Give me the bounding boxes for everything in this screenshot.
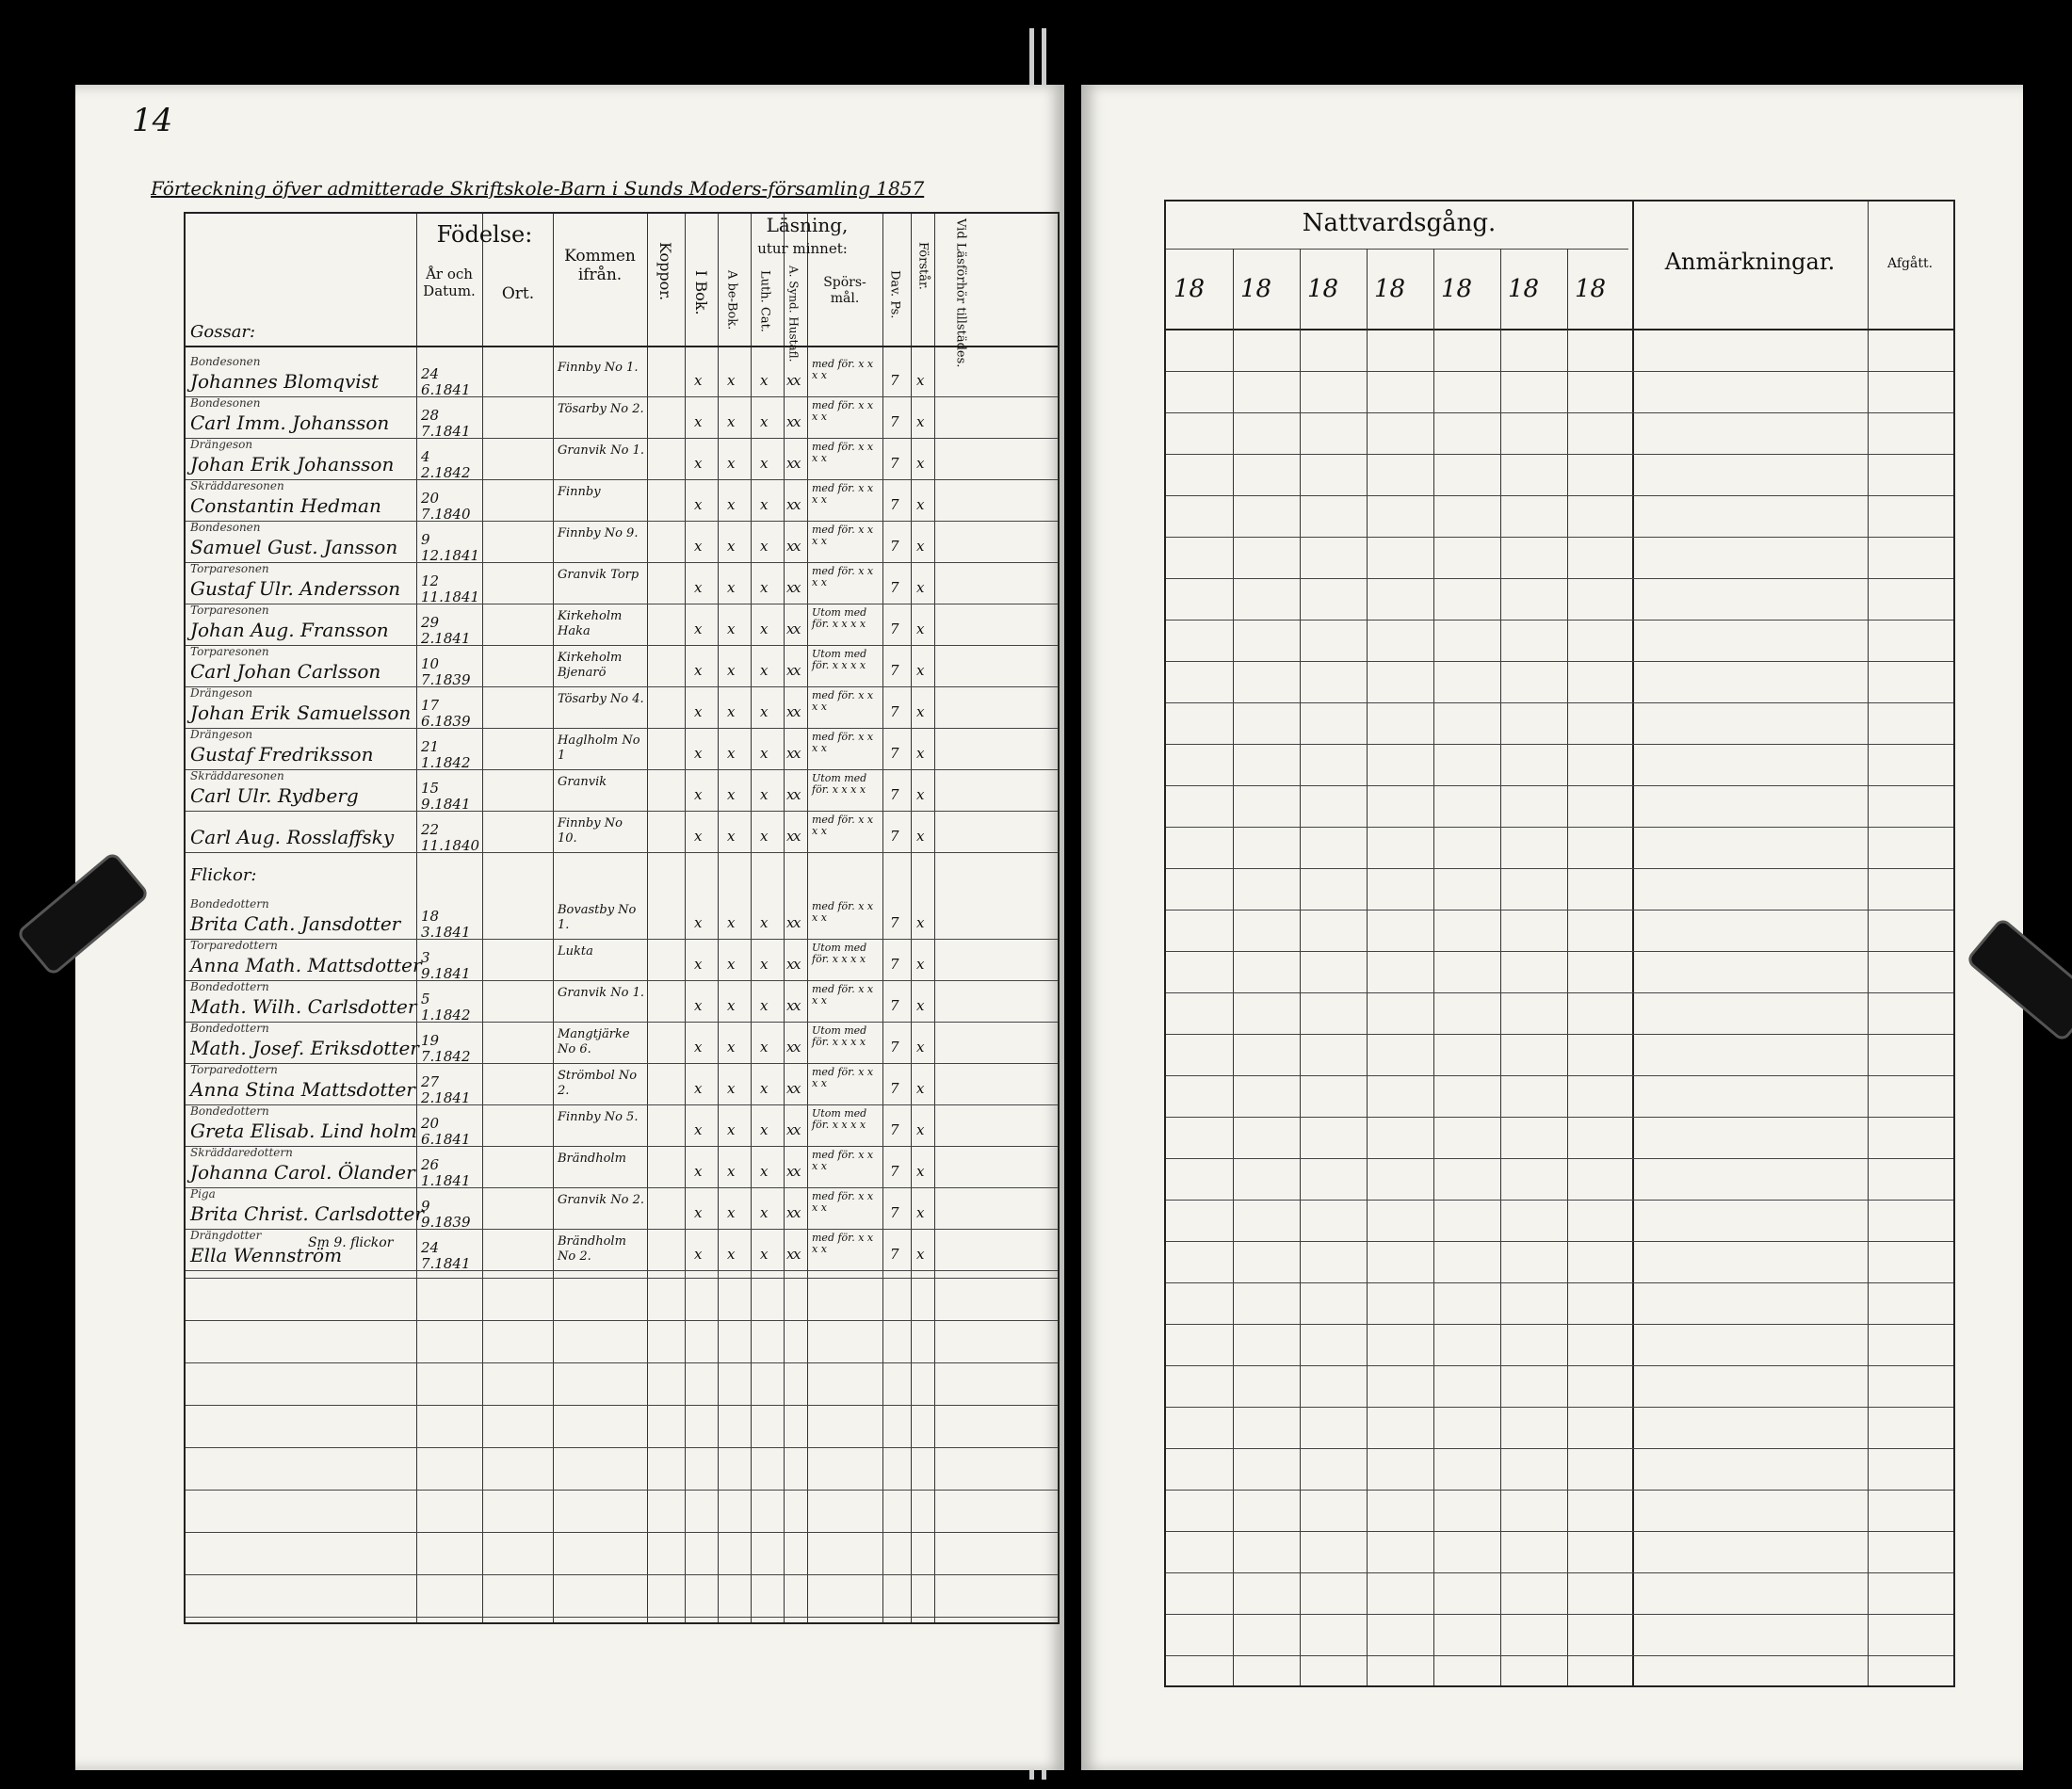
row-name: Constantin Hedman (190, 494, 381, 517)
row-from: Tösarby No 4. (558, 692, 644, 706)
row-date: 20 6.1841 (421, 1115, 471, 1148)
row-mark: 7 (890, 828, 899, 845)
anmarkningar-header: Anmärkningar. (1664, 249, 1836, 275)
row-mark: x (694, 1163, 703, 1180)
row-mark: x (727, 496, 736, 513)
row-from: Finnby No 9. (558, 526, 639, 540)
row-from: Granvik Torp (558, 568, 639, 582)
header-fodelse: Födelse: (436, 221, 533, 248)
row-mark: x (786, 1121, 795, 1138)
row-mark: x (760, 956, 769, 973)
row-mark: x (727, 1204, 736, 1221)
row-mark: 7 (890, 496, 899, 513)
header-kommen-ifran: Kommen ifrån. (564, 247, 636, 285)
row-date: 29 2.1841 (421, 614, 471, 647)
row-mark: x (760, 997, 769, 1014)
header-ort: Ort. (501, 284, 535, 303)
row-mark: 7 (890, 1121, 899, 1138)
row-mark: x (786, 786, 795, 803)
row-mark: x (694, 621, 703, 637)
row-mark: med för. x x x x (812, 1149, 874, 1173)
row-mark: x (916, 997, 925, 1014)
row-occupation: Drängeson (190, 438, 253, 451)
row-date: 24 6.1841 (421, 365, 471, 398)
year-header: 18 (1307, 275, 1339, 303)
row-occupation: Torparesonen (190, 645, 269, 658)
row-mark: x (760, 786, 769, 803)
row-mark: x (916, 1246, 925, 1263)
row-mark: 7 (890, 1204, 899, 1221)
row-mark: x (727, 1246, 736, 1263)
row-from: Finnby No 10. (558, 816, 623, 846)
row-occupation: Drängeson (190, 728, 253, 741)
row-name: Brita Christ. Carlsdotter (190, 1202, 424, 1225)
row-mark: x (916, 372, 925, 389)
row-occupation: Torparedottern (190, 939, 278, 952)
row-mark: x (727, 413, 736, 430)
row-mark: x (694, 1121, 703, 1138)
row-mark: x (694, 828, 703, 845)
row-mark: med för. x x x x (812, 358, 874, 382)
row-mark: x (694, 413, 703, 430)
row-mark: x (694, 372, 703, 389)
row-date: 18 3.1841 (421, 908, 471, 941)
row-name: Anna Math. Mattsdotter (190, 954, 422, 976)
row-mark: x (793, 1080, 801, 1097)
row-mark: x (694, 703, 703, 720)
row-date: 28 7.1841 (421, 407, 471, 440)
row-mark: x (793, 745, 801, 762)
row-mark: 7 (890, 621, 899, 637)
row-mark: med för. x x x x (812, 731, 874, 755)
register-table (184, 212, 1060, 1624)
row-date: 3 9.1841 (421, 949, 471, 982)
row-occupation: Bondesonen (190, 396, 261, 410)
row-mark: x (916, 1080, 925, 1097)
row-mark: 7 (890, 413, 899, 430)
row-mark: x (793, 538, 801, 555)
row-mark: x (727, 538, 736, 555)
row-mark: med för. x x x x (812, 814, 874, 838)
row-mark: x (694, 579, 703, 596)
row-from: Strömbol No 2. (558, 1069, 638, 1098)
row-mark: x (916, 745, 925, 762)
row-occupation: Bondesonen (190, 355, 261, 368)
row-mark: x (786, 413, 795, 430)
year-header: 18 (1575, 275, 1607, 303)
row-mark: x (793, 1204, 801, 1221)
row-occupation: Drängdotter (190, 1229, 262, 1242)
row-mark: Utom med för. x x x x (812, 1107, 867, 1132)
row-name: Carl Ulr. Rydberg (190, 784, 359, 807)
row-mark: x (786, 956, 795, 973)
header-utur-minnet: utur minnet: (757, 240, 848, 257)
row-name: Math. Josef. Eriksdotter (190, 1037, 419, 1059)
row-mark: x (786, 579, 795, 596)
row-occupation: Drängeson (190, 686, 253, 700)
row-mark: x (793, 1039, 801, 1056)
row-mark: x (760, 372, 769, 389)
row-mark: x (786, 455, 795, 472)
row-mark: x (916, 828, 925, 845)
row-mark: x (916, 1121, 925, 1138)
row-from: Finnby No 5. (558, 1110, 639, 1124)
row-mark: x (916, 662, 925, 679)
row-mark: 7 (890, 956, 899, 973)
row-mark: x (760, 703, 769, 720)
row-date: 19 7.1842 (421, 1032, 471, 1065)
row-mark: x (727, 786, 736, 803)
row-mark: 7 (890, 538, 899, 555)
row-mark: x (793, 496, 801, 513)
row-mark: x (727, 662, 736, 679)
row-name: Ella Wennström (190, 1244, 343, 1266)
row-mark: x (760, 1163, 769, 1180)
row-mark: x (760, 828, 769, 845)
row-occupation: Skräddaresonen (190, 769, 284, 782)
row-mark: x (786, 828, 795, 845)
row-mark: x (760, 914, 769, 931)
row-mark: x (793, 786, 801, 803)
row-date: 27 2.1841 (421, 1073, 471, 1106)
row-mark: x (786, 372, 795, 389)
row-mark: 7 (890, 455, 899, 472)
row-from: Bovastby No 1. (558, 903, 637, 932)
row-mark: med för. x x x x (812, 1190, 874, 1215)
row-from: Haglholm No 1 (558, 733, 640, 763)
row-occupation: Skräddaresonen (190, 479, 284, 492)
row-mark: med för. x x x x (812, 900, 874, 925)
right-page (1081, 85, 2023, 1770)
row-mark: x (786, 745, 795, 762)
row-mark: x (760, 579, 769, 596)
row-mark: x (760, 1039, 769, 1056)
row-mark: x (916, 455, 925, 472)
row-occupation: Torparesonen (190, 562, 269, 575)
row-mark: x (793, 413, 801, 430)
header-lasning: Läsning, (766, 214, 849, 236)
header-abc-bok: A be-Bok. (724, 270, 739, 330)
section-girls: Flickor: (190, 865, 257, 885)
row-mark: x (727, 455, 736, 472)
row-mark: x (760, 621, 769, 637)
row-mark: x (786, 496, 795, 513)
row-mark: x (793, 372, 801, 389)
row-mark: 7 (890, 1080, 899, 1097)
row-from: Mangtjärke No 6. (558, 1027, 630, 1056)
row-from: Finnby (558, 485, 601, 499)
row-mark: 7 (890, 703, 899, 720)
row-name: Carl Imm. Johansson (190, 411, 390, 434)
binding-mark-top (1029, 28, 1034, 85)
row-date: 4 2.1842 (421, 448, 471, 481)
row-mark: x (916, 956, 925, 973)
row-mark: Utom med för. x x x x (812, 606, 867, 631)
row-mark: x (793, 1246, 801, 1263)
year-header: 18 (1508, 275, 1540, 303)
row-mark: x (727, 1121, 736, 1138)
row-mark: x (727, 372, 736, 389)
row-mark: x (793, 1121, 801, 1138)
row-date: 17 6.1839 (421, 697, 471, 730)
row-mark: med för. x x x x (812, 399, 874, 424)
row-mark: 7 (890, 745, 899, 762)
row-mark: 7 (890, 786, 899, 803)
row-mark: x (760, 1246, 769, 1263)
row-date: 12 11.1841 (421, 572, 480, 605)
row-mark: x (786, 703, 795, 720)
row-mark: med för. x x x x (812, 482, 874, 507)
row-mark: med för. x x x x (812, 565, 874, 589)
row-from: Granvik No 2. (558, 1193, 644, 1207)
row-mark: x (760, 1080, 769, 1097)
row-mark: x (727, 745, 736, 762)
row-from: Tösarby No 2. (558, 402, 644, 416)
row-mark: x (727, 1080, 736, 1097)
row-mark: x (694, 997, 703, 1014)
row-from: Lukta (558, 944, 593, 959)
year-header: 18 (1240, 275, 1272, 303)
row-mark: med för. x x x x (812, 689, 874, 714)
row-mark: Utom med för. x x x x (812, 1024, 867, 1049)
row-name: Brita Cath. Jansdotter (190, 912, 401, 935)
row-mark: 7 (890, 1039, 899, 1056)
row-mark: x (694, 496, 703, 513)
row-mark: x (760, 745, 769, 762)
row-mark: x (793, 1163, 801, 1180)
nattvard-title: Nattvardsgång. (1302, 209, 1497, 237)
afgatt-header: Afgått. (1886, 256, 1934, 271)
row-mark: x (916, 538, 925, 555)
row-name: Greta Elisab. Lind holm (190, 1120, 417, 1142)
row-mark: x (793, 828, 801, 845)
row-mark: x (916, 1163, 925, 1180)
year-header: 18 (1374, 275, 1406, 303)
row-name: Carl Aug. Rosslaffsky (190, 826, 395, 848)
row-mark: x (727, 579, 736, 596)
row-mark: 7 (890, 914, 899, 931)
row-mark: x (694, 914, 703, 931)
row-from: Granvik (558, 775, 607, 789)
header-forstar: Förstår. (915, 242, 931, 290)
row-mark: x (727, 1039, 736, 1056)
row-mark: x (727, 621, 736, 637)
row-mark: x (760, 496, 769, 513)
row-name: Gustaf Ulr. Andersson (190, 577, 401, 600)
row-mark: x (793, 621, 801, 637)
row-mark: x (916, 914, 925, 931)
row-date: 9 9.1839 (421, 1198, 471, 1231)
row-occupation: Bondedottern (190, 1104, 269, 1118)
header-dav-ps: Dav. Ps. (887, 270, 902, 319)
row-mark: x (760, 455, 769, 472)
row-name: Johanna Carol. Ölander (190, 1161, 415, 1184)
row-mark: x (727, 1163, 736, 1180)
row-occupation: Piga (190, 1187, 216, 1201)
left-page (75, 85, 1064, 1770)
row-mark: x (760, 1204, 769, 1221)
row-mark: x (793, 662, 801, 679)
row-mark: x (694, 745, 703, 762)
row-name: Johannes Blomqvist (190, 370, 379, 393)
row-from: Brändholm No 2. (558, 1234, 626, 1264)
row-mark: x (916, 621, 925, 637)
row-mark: med för. x x x x (812, 1066, 874, 1090)
row-mark: x (793, 579, 801, 596)
row-mark: x (916, 703, 925, 720)
row-date: 5 1.1842 (421, 991, 471, 1023)
row-mark: x (694, 662, 703, 679)
row-mark: med för. x x x x (812, 441, 874, 465)
row-from: Granvik No 1. (558, 986, 644, 1000)
row-date: 24 7.1841 (421, 1239, 471, 1272)
row-occupation: Torparedottern (190, 1063, 278, 1076)
section-boys: Gossar: (190, 322, 256, 342)
row-mark: x (916, 579, 925, 596)
row-mark: Utom med för. x x x x (812, 772, 867, 797)
row-mark: x (793, 956, 801, 973)
row-mark: med för. x x x x (812, 983, 874, 1007)
row-from: Brändholm (558, 1152, 626, 1166)
row-mark: med för. x x x x (812, 1232, 874, 1256)
row-mark: x (793, 914, 801, 931)
row-mark: x (694, 538, 703, 555)
row-mark: 7 (890, 1246, 899, 1263)
row-mark: x (786, 914, 795, 931)
header-a-synd: A. Synd. Hustafl. (786, 266, 801, 363)
row-mark: x (727, 997, 736, 1014)
row-mark: x (727, 828, 736, 845)
row-occupation: Bondedottern (190, 897, 269, 911)
row-name: Johan Erik Samuelsson (190, 701, 412, 724)
row-mark: x (694, 455, 703, 472)
row-mark: x (916, 786, 925, 803)
row-mark: 7 (890, 1163, 899, 1180)
row-from: Finnby No 1. (558, 361, 639, 375)
row-date: 26 1.1841 (421, 1156, 471, 1189)
row-mark: x (760, 538, 769, 555)
header-ar-och-datum: År och Datum. (423, 266, 476, 299)
row-mark: x (793, 703, 801, 720)
footer-note: Sm 9. flickor (308, 1235, 394, 1250)
register-heading: Förteckning öfver admitterade Skriftskole-Barn i Sunds Moders-församling 1857 (151, 177, 925, 200)
row-mark: x (694, 1246, 703, 1263)
communion-table (1164, 200, 1955, 1687)
row-occupation: Torparesonen (190, 604, 269, 617)
row-mark: x (786, 1204, 795, 1221)
row-mark: x (760, 413, 769, 430)
header-i-bok: I Bok. (692, 270, 711, 315)
row-mark: x (727, 914, 736, 931)
year-header: 18 (1441, 275, 1473, 303)
row-mark: x (793, 455, 801, 472)
row-mark: x (916, 496, 925, 513)
row-from: Kirkeholm Haka (558, 609, 623, 638)
row-date: 21 1.1842 (421, 738, 471, 771)
row-name: Johan Erik Johansson (190, 453, 395, 475)
row-mark: x (786, 1080, 795, 1097)
row-mark: 7 (890, 579, 899, 596)
row-name: Carl Johan Carlsson (190, 660, 381, 683)
row-date: 10 7.1839 (421, 655, 471, 688)
row-date: 22 11.1840 (421, 821, 480, 854)
row-occupation: Bondesonen (190, 521, 261, 534)
row-name: Gustaf Fredriksson (190, 743, 374, 766)
row-mark: x (694, 956, 703, 973)
row-mark: x (786, 621, 795, 637)
row-mark: x (916, 413, 925, 430)
row-occupation: Bondedottern (190, 980, 269, 993)
header-sporsmal: Spörs-mål. (823, 275, 866, 306)
row-mark: med för. x x x x (812, 524, 874, 548)
row-from: Kirkeholm Bjenarö (558, 651, 623, 680)
row-mark: x (760, 662, 769, 679)
row-mark: 7 (890, 997, 899, 1014)
row-mark: x (793, 997, 801, 1014)
row-occupation: Bondedottern (190, 1022, 269, 1035)
row-occupation: Skräddaredottern (190, 1146, 293, 1159)
row-name: Anna Stina Mattsdotter (190, 1078, 415, 1101)
row-mark: x (786, 997, 795, 1014)
row-date: 20 7.1840 (421, 490, 471, 523)
row-mark: x (786, 662, 795, 679)
row-date: 9 12.1841 (421, 531, 480, 564)
row-mark: x (727, 703, 736, 720)
row-mark: 7 (890, 372, 899, 389)
row-name: Math. Wilh. Carlsdotter (190, 995, 417, 1018)
row-mark: x (786, 538, 795, 555)
row-mark: Utom med för. x x x x (812, 942, 867, 966)
row-mark: x (760, 1121, 769, 1138)
row-name: Johan Aug. Fransson (190, 619, 389, 641)
year-header: 18 (1174, 275, 1206, 303)
row-mark: x (694, 1039, 703, 1056)
row-mark: Utom med för. x x x x (812, 648, 867, 672)
header-koppor: Koppor. (656, 242, 675, 301)
row-date: 15 9.1841 (421, 780, 471, 813)
header-vid-lasforhor: Vid Läsförhör tillstädes. (953, 218, 968, 368)
row-mark: x (694, 786, 703, 803)
row-mark: 7 (890, 662, 899, 679)
row-name: Samuel Gust. Jansson (190, 536, 398, 558)
row-mark: x (786, 1039, 795, 1056)
row-mark: x (694, 1080, 703, 1097)
header-luth-cat: Luth. Cat. (757, 270, 772, 332)
row-mark: x (786, 1163, 795, 1180)
row-from: Granvik No 1. (558, 443, 644, 458)
page-number: 14 (132, 102, 173, 139)
row-mark: x (694, 1204, 703, 1221)
row-mark: x (916, 1039, 925, 1056)
row-mark: x (916, 1204, 925, 1221)
row-mark: x (786, 1246, 795, 1263)
row-mark: x (727, 956, 736, 973)
binding-mark-top-2 (1042, 28, 1046, 85)
